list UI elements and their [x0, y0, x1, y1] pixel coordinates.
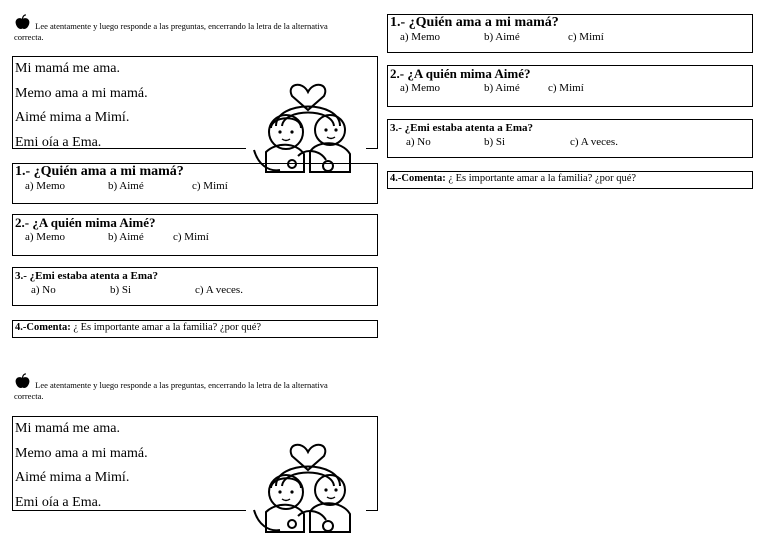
question-2-title: 2.- ¿A quién mima Aimé? — [15, 215, 156, 230]
question-4-text: ¿ Es importante amar a la familia? ¿por qué? — [448, 173, 637, 184]
question-1-options — [390, 31, 752, 44]
question-1-box-right — [387, 14, 753, 53]
story-line: Aimé mima a Mimí. — [15, 110, 130, 125]
story-line: Aimé mima a Mimí. — [15, 470, 130, 485]
option-c[interactable]: c) Mimí — [192, 180, 228, 192]
story-line: Memo ama a mi mamá. — [15, 85, 148, 101]
story-line: Mi mamá me ama. — [15, 61, 120, 76]
question-2-box-right — [387, 65, 753, 107]
question-3-box-left — [12, 267, 378, 306]
option-a[interactable]: a) Memo — [400, 31, 441, 43]
option-a[interactable]: a) No — [31, 284, 56, 296]
question-2-options — [390, 82, 752, 95]
option-c[interactable]: c) Mimí — [173, 231, 209, 243]
option-a[interactable]: a) Memo — [25, 180, 66, 192]
option-b[interactable]: b) Si — [110, 284, 132, 296]
option-c[interactable]: c) A veces. — [195, 284, 243, 296]
hugging-children-heart-illustration — [246, 432, 368, 540]
option-c[interactable]: c) Mimí — [548, 82, 584, 94]
question-4-label: 4.-Comenta: — [15, 322, 71, 333]
question-1-box-left — [12, 163, 378, 204]
instructions-bottom: Lee atentamente y luego responde a las preguntas, encerrando la letra de la alternativa correcta. — [14, 373, 354, 402]
option-b[interactable]: b) Aimé — [108, 231, 144, 243]
question-2-options — [15, 231, 377, 244]
option-c[interactable]: c) A veces. — [570, 136, 618, 148]
apple-icon — [14, 373, 31, 390]
apple-icon — [14, 14, 31, 31]
question-3-title: 3.- ¿Emi estaba atenta a Ema? — [15, 270, 158, 282]
story-line: Memo ama a mi mamá. — [15, 445, 148, 461]
option-b[interactable]: b) Aimé — [484, 31, 520, 43]
question-3-options — [390, 136, 752, 149]
question-2-box-left — [12, 214, 378, 256]
question-3-box-right — [387, 119, 753, 158]
option-a[interactable]: a) No — [406, 136, 431, 148]
question-4-text: ¿ Es importante amar a la familia? ¿por qué? — [73, 322, 262, 333]
option-a[interactable]: a) Memo — [400, 82, 441, 94]
option-c[interactable]: c) Mimí — [568, 31, 604, 43]
question-4-box-left — [12, 320, 378, 338]
question-2-title: 2.- ¿A quién mima Aimé? — [390, 66, 531, 81]
question-3-title: 3.- ¿Emi estaba atenta a Ema? — [390, 122, 533, 134]
option-b[interactable]: b) Aimé — [484, 82, 520, 94]
question-3-options — [15, 284, 377, 297]
option-a[interactable]: a) Memo — [25, 231, 66, 243]
story-line: Emi oía a Ema. — [15, 134, 102, 150]
question-1-options — [15, 180, 377, 193]
option-b[interactable]: b) Aimé — [108, 180, 144, 192]
story-line: Mi mamá me ama. — [15, 421, 120, 436]
option-b[interactable]: b) Si — [484, 136, 506, 148]
story-line: Emi oía a Ema. — [15, 494, 102, 510]
question-4-label: 4.-Comenta: — [390, 173, 446, 184]
question-4-box-right — [387, 171, 753, 189]
question-1-title: 1.- ¿Quién ama a mi mamá? — [15, 164, 184, 179]
instructions-top: Lee atentamente y luego responde a las preguntas, encerrando la letra de la alternativa correcta. — [14, 14, 354, 43]
question-1-title: 1.- ¿Quién ama a mi mamá? — [390, 15, 559, 30]
